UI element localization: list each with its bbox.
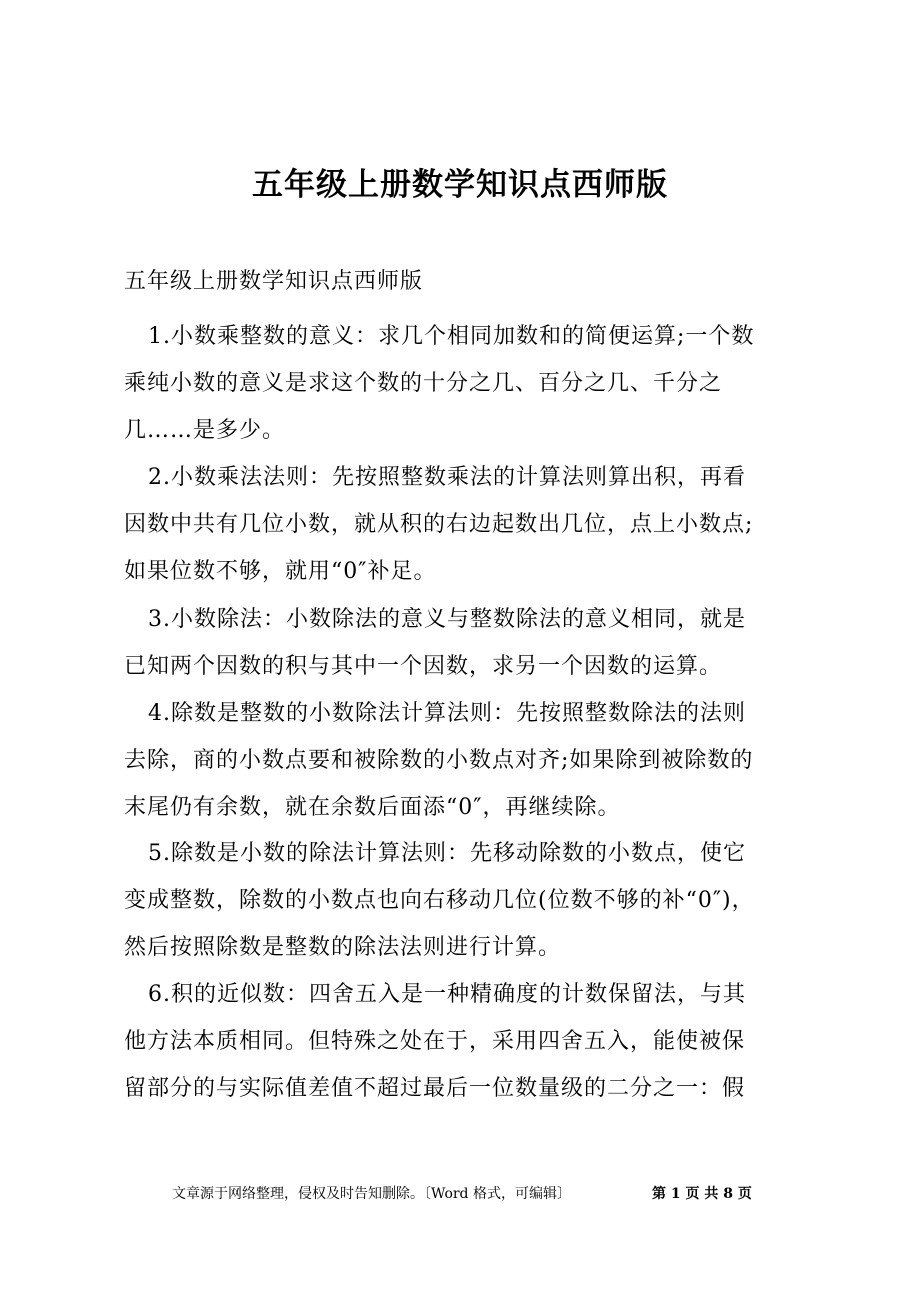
paragraph-line: 1.小数乘整数的意义：求几个相同加数和的简便运算;一个数 xyxy=(148,324,755,349)
paragraph-line: 然后按照除数是整数的除法法则进行计算。 xyxy=(124,935,562,960)
paragraph-line: 留部分的与实际值差值不超过最后一位数量级的二分之一：假 xyxy=(124,1076,746,1101)
page-footer xyxy=(0,1182,920,1206)
paragraph-2 xyxy=(124,454,824,595)
paragraph-line: 几……是多少。 xyxy=(124,418,286,443)
paragraph-1 xyxy=(124,313,824,454)
paragraph-line: 因数中共有几位小数，就从积的右边起数出几位，点上小数点; xyxy=(124,512,754,537)
paragraph-line: 末尾仍有余数，就在余数后面添“0″，再继续除。 xyxy=(124,795,621,820)
paragraph-3 xyxy=(124,596,824,690)
page-number: 第 1 页 共 8 页 xyxy=(652,1186,752,1202)
paragraph-6 xyxy=(124,971,824,1112)
paragraph-line: 变成整数，除数的小数点也向右移动几位(位数不够的补“0″)， xyxy=(124,888,755,913)
paragraph-line: 去除，商的小数点要和被除数的小数点对齐;如果除到被除数的 xyxy=(124,748,754,773)
paragraph-5 xyxy=(124,830,824,971)
document-title: 五年级上册数学知识点西师版 xyxy=(252,167,668,203)
paragraph-4 xyxy=(124,690,824,831)
paragraph-line: 6.积的近似数：四舍五入是一种精确度的计数保留法，与其 xyxy=(148,982,746,1007)
paragraph-line: 4.除数是整数的小数除法计算法则：先按照整数除法的法则 xyxy=(148,701,746,726)
paragraph-line: 如果位数不够，就用“0″补足。 xyxy=(124,559,437,584)
paragraph-line: 3.小数除法：小数除法的意义与整数除法的意义相同，就是 xyxy=(148,607,746,632)
footer-note: 文章源于网络整理，侵权及时告知删除。〔Word 格式，可编辑〕 xyxy=(172,1186,571,1202)
paragraph-line: 他方法本质相同。但特殊之处在于，采用四舍五入，能使被保 xyxy=(124,1029,746,1054)
paragraph-line: 乘纯小数的意义是求这个数的十分之几、百分之几、千分之 xyxy=(124,371,723,396)
paragraph-line: 2.小数乘法法则：先按照整数乘法的计算法则算出积，再看 xyxy=(148,465,746,490)
paragraph-line: 已知两个因数的积与其中一个因数，求另一个因数的运算。 xyxy=(124,654,723,679)
paragraph-line: 5.除数是小数的除法计算法则：先移动除数的小数点，使它 xyxy=(148,841,746,866)
document-subtitle: 五年级上册数学知识点西师版 xyxy=(124,269,424,294)
